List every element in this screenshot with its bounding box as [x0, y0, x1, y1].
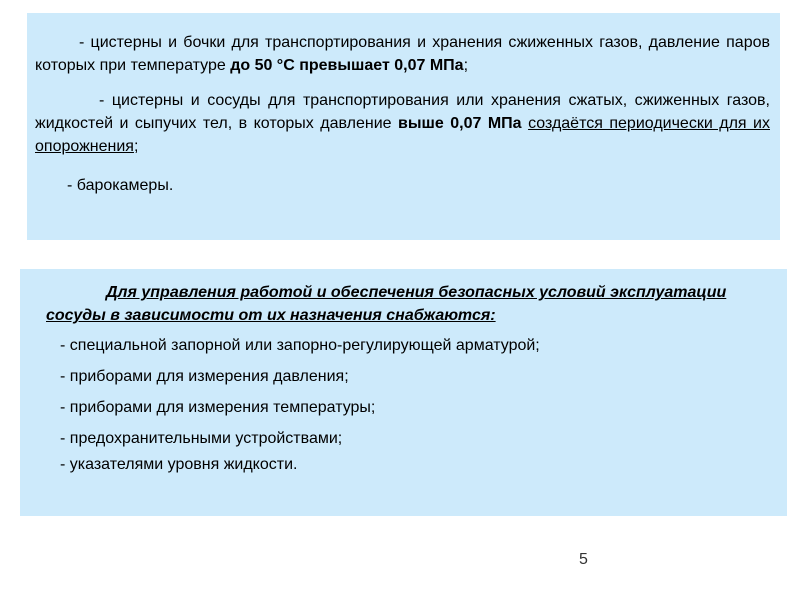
p2-text: - цистерны и сосуды для транспортирования или хранения сжатых, сжиженных газов, жидкостей и сыпучих тел, в которых давление [35, 92, 770, 132]
paragraph-tanks-liquefied-gases [35, 31, 770, 77]
list-item-temperature-gauges: - приборами для измерения температуры; [60, 399, 376, 416]
bottom-text-box [20, 269, 787, 516]
paragraph-barochambers: - барокамеры. [67, 177, 174, 194]
top-text-box [27, 13, 780, 240]
page-number: 5 [579, 551, 588, 568]
list-item-safety-devices: - предохранительными устройствами; [60, 430, 343, 447]
p1-text: - цистерны и бочки для транспортирования и хранения сжиженных газов, давление паров которых при температуре [35, 34, 770, 74]
list-item-level-indicators: - указателями уровня жидкости. [60, 456, 298, 473]
p2-end: ; [133, 138, 139, 155]
p1-end: ; [463, 57, 469, 74]
p2-underlined-text: создаётся периодически для их опорожнения [35, 115, 770, 155]
equipment-heading: Для управления работой и обеспечения безопасных условий эксплуатации сосуды в зависимости от их назначения снабжаются: [46, 284, 727, 324]
p1-bold-text: до 50 °С превышает 0,07 МПа [230, 57, 464, 74]
list-item-valves: - специальной запорной или запорно-регулирующей арматурой; [60, 337, 540, 354]
paragraph-tanks-periodic-pressure [35, 89, 770, 158]
p2-bold-text: выше 0,07 МПа [398, 115, 522, 132]
list-item-pressure-gauges: - приборами для измерения давления; [60, 368, 349, 385]
